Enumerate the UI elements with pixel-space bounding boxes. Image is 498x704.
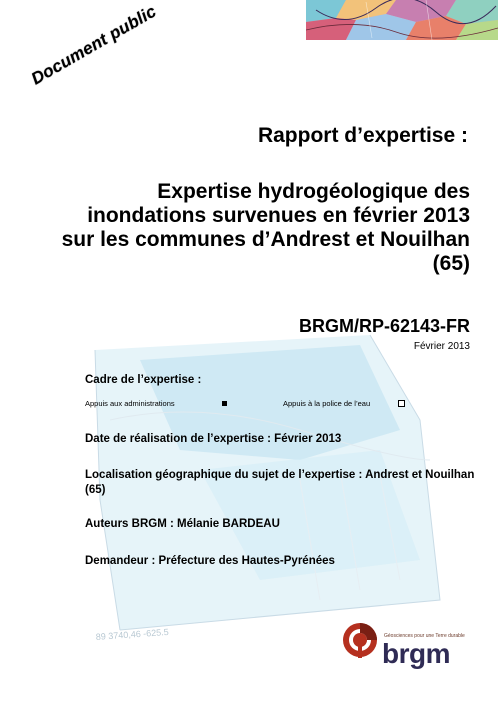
localisation: Localisation géographique du sujet de l’expertise : Andrest et Nouilhan (65) bbox=[85, 469, 475, 496]
report-type: Rapport d’expertise : bbox=[257, 124, 468, 147]
document-public-stamp: Document public bbox=[28, 1, 160, 89]
report-date: Février 2013 bbox=[413, 341, 470, 352]
geology-map-banner bbox=[306, 0, 498, 40]
brgm-wordmark: brgm bbox=[382, 638, 450, 669]
option-police-eau-label: Appuis à la police de l’eau bbox=[283, 399, 371, 408]
demandeur: Demandeur : Préfecture des Hautes-Pyrénées bbox=[85, 555, 335, 567]
brgm-emblem-icon bbox=[340, 620, 384, 664]
option-administrations-checkbox[interactable] bbox=[222, 401, 227, 406]
report-number: BRGM/RP-62143-FR bbox=[298, 316, 470, 336]
auteurs: Auteurs BRGM : Mélanie BARDEAU bbox=[85, 518, 280, 530]
date-realisation: Date de réalisation de l’expertise : Février 2013 bbox=[85, 433, 342, 445]
cadre-options bbox=[85, 399, 415, 413]
title-line: Expertise hydrogéologique des bbox=[157, 180, 470, 203]
watermark-coordinates: 89 3740,46 -625.5 bbox=[95, 626, 170, 642]
option-administrations-label: Appuis aux administrations bbox=[85, 399, 175, 408]
cadre-label: Cadre de l’expertise : bbox=[85, 374, 202, 386]
option-police-eau-checkbox[interactable] bbox=[398, 400, 405, 407]
brgm-tagline: Géosciences pour une Terre durable bbox=[384, 633, 465, 639]
title-line: inondations survenues en février 2013 bbox=[87, 204, 470, 227]
title-line: (65) bbox=[432, 252, 470, 275]
report-title bbox=[0, 180, 470, 276]
title-line: sur les communes d’Andrest et Nouilhan bbox=[61, 228, 470, 251]
